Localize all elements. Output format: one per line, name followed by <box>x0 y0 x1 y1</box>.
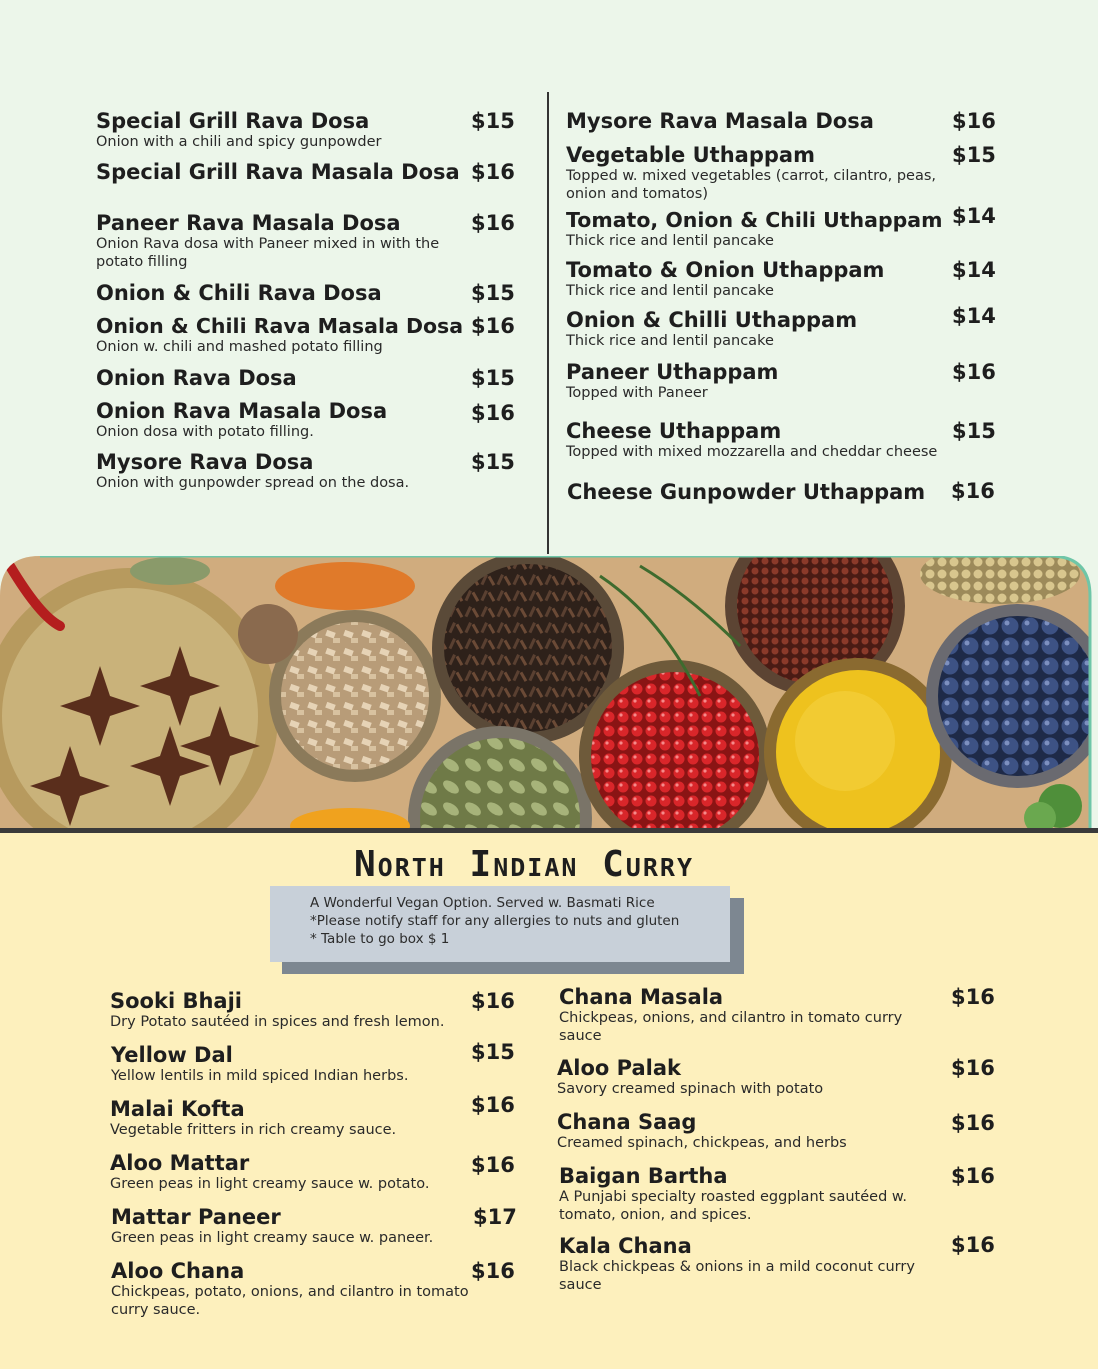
item-price: $16 <box>471 1153 515 1177</box>
item-description: Onion w. chili and mashed potato filling <box>96 339 383 355</box>
item-price: $16 <box>471 401 515 425</box>
notice-line: A Wonderful Vegan Option. Served w. Basmati Rice <box>310 895 655 911</box>
menu-item <box>96 366 466 390</box>
item-price: $16 <box>471 160 515 184</box>
item-description: Chickpeas, onions, and cilantro in tomato curry sauce <box>559 1010 903 1044</box>
item-name: Special Grill Rava Masala Dosa <box>96 160 460 184</box>
item-name: Baigan Bartha <box>559 1164 728 1188</box>
item-name: Mysore Rava Dosa <box>96 450 314 474</box>
item-name: Mattar Paneer <box>111 1205 281 1229</box>
menu-item <box>111 1043 471 1085</box>
item-description: Topped with Paneer <box>566 385 708 401</box>
item-description: Onion with a chili and spicy gunpowder <box>96 134 382 150</box>
menu-item <box>566 258 951 300</box>
item-name: Chana Masala <box>559 985 724 1009</box>
item-name: Chana Saag <box>557 1110 697 1134</box>
menu-item <box>96 450 466 492</box>
item-name: Tomato & Onion Uthappam <box>566 258 885 282</box>
item-description: Onion with gunpowder spread on the dosa. <box>96 475 410 491</box>
item-price: $16 <box>471 1093 515 1117</box>
item-price: $14 <box>952 204 996 228</box>
item-price: $16 <box>951 985 995 1009</box>
menu-item <box>566 109 951 133</box>
item-name: Cheese Uthappam <box>566 419 782 443</box>
menu-item <box>96 314 466 356</box>
item-description: Savory creamed spinach with potato <box>557 1081 824 1097</box>
menu-item <box>566 208 951 250</box>
item-price: $16 <box>471 1259 515 1283</box>
menu-item <box>96 109 466 151</box>
item-description: Chickpeas, potato, onions, and cilantro in tomato curry sauce. <box>111 1284 469 1318</box>
item-description: Green peas in light creamy sauce w. paneer. <box>111 1230 434 1246</box>
item-name: Vegetable Uthappam <box>566 143 815 167</box>
item-description: Topped with mixed mozzarella and cheddar cheese <box>566 444 938 460</box>
menu-item <box>110 989 470 1031</box>
menu-item <box>96 211 466 271</box>
item-description: Thick rice and lentil pancake <box>566 333 774 349</box>
menu-item <box>566 360 951 402</box>
item-name: Paneer Rava Masala Dosa <box>96 211 401 235</box>
item-price: $15 <box>471 366 515 390</box>
menu-item <box>96 160 466 184</box>
item-price: $16 <box>951 1111 995 1135</box>
item-name: Mysore Rava Masala Dosa <box>566 109 874 133</box>
item-name: Sooki Bhaji <box>110 989 242 1013</box>
item-description: Onion dosa with potato filling. <box>96 424 314 440</box>
menu-item <box>566 419 966 461</box>
column-divider <box>547 92 549 554</box>
item-description: Topped w. mixed vegetables (carrot, cilantro, peas, onion and tomatos) <box>566 168 937 202</box>
item-price: $14 <box>952 304 996 328</box>
item-name: Cheese Gunpowder Uthappam <box>567 480 926 504</box>
item-description: A Punjabi specialty roasted eggplant sautéed w. tomato, onion, and spices. <box>559 1189 908 1223</box>
item-name: Special Grill Rava Dosa <box>96 109 370 133</box>
item-price: $16 <box>952 109 996 133</box>
menu-item <box>110 1097 470 1139</box>
item-description: Dry Potato sautéed in spices and fresh lemon. <box>110 1014 445 1030</box>
item-price: $14 <box>952 258 996 282</box>
section-title-text: North Indian Curry <box>353 844 695 885</box>
item-price: $16 <box>471 314 515 338</box>
item-price: $16 <box>951 1233 995 1257</box>
item-name: Tomato, Onion & Chili Uthappam <box>566 208 943 232</box>
spice-photo-banner <box>0 556 1098 832</box>
item-description: Yellow lentils in mild spiced Indian herbs. <box>111 1068 409 1084</box>
item-description: Onion Rava dosa with Paneer mixed in with the potato filling <box>96 236 440 270</box>
item-description: Green peas in light creamy sauce w. potato. <box>110 1176 430 1192</box>
item-name: Onion & Chilli Uthappam <box>566 308 858 332</box>
section-title <box>0 844 1048 888</box>
item-name: Kala Chana <box>559 1234 692 1258</box>
item-price: $16 <box>951 1164 995 1188</box>
menu-item <box>559 985 929 1045</box>
item-price: $16 <box>952 360 996 384</box>
menu-item <box>110 1151 470 1193</box>
item-name: Onion Rava Dosa <box>96 366 297 390</box>
item-price: $15 <box>471 281 515 305</box>
item-description: Black chickpeas & onions in a mild coconut curry sauce <box>559 1259 915 1293</box>
item-price: $16 <box>471 989 515 1013</box>
menu-item <box>111 1205 471 1247</box>
spice-photo <box>0 556 1098 832</box>
item-name: Onion Rava Masala Dosa <box>96 399 388 423</box>
item-price: $15 <box>471 450 515 474</box>
menu-item <box>567 480 952 504</box>
notice-line: * Table to go box $ 1 <box>310 931 450 947</box>
item-price: $16 <box>951 1056 995 1080</box>
item-price: $16 <box>471 211 515 235</box>
notice-line: *Please notify staff for any allergies to nuts and gluten <box>310 913 680 929</box>
item-description: Vegetable fritters in rich creamy sauce. <box>110 1122 397 1138</box>
item-price: $17 <box>473 1205 517 1229</box>
item-name: Yellow Dal <box>111 1043 233 1067</box>
menu-item <box>557 1056 927 1098</box>
menu-item <box>111 1259 491 1319</box>
menu-item <box>566 143 951 203</box>
item-name: Onion & Chili Rava Masala Dosa <box>96 314 464 338</box>
item-description: Thick rice and lentil pancake <box>566 233 774 249</box>
item-name: Paneer Uthappam <box>566 360 779 384</box>
item-description: Creamed spinach, chickpeas, and herbs <box>557 1135 847 1151</box>
menu-item <box>559 1164 919 1224</box>
item-name: Aloo Chana <box>111 1259 245 1283</box>
item-price: $15 <box>471 1040 515 1064</box>
menu-item <box>96 399 466 441</box>
item-name: Onion & Chili Rava Dosa <box>96 281 382 305</box>
item-price: $16 <box>951 479 995 503</box>
item-name: Malai Kofta <box>110 1097 245 1121</box>
section-divider-bar <box>0 828 1098 833</box>
menu-item <box>557 1110 927 1152</box>
menu-item <box>566 308 951 350</box>
item-price: $15 <box>471 109 515 133</box>
item-price: $15 <box>952 419 996 443</box>
item-description: Thick rice and lentil pancake <box>566 283 774 299</box>
item-name: Aloo Mattar <box>110 1151 250 1175</box>
item-price: $15 <box>952 143 996 167</box>
notice-box <box>270 886 730 962</box>
menu-item <box>96 281 466 305</box>
menu-item <box>559 1234 939 1294</box>
item-name: Aloo Palak <box>557 1056 681 1080</box>
